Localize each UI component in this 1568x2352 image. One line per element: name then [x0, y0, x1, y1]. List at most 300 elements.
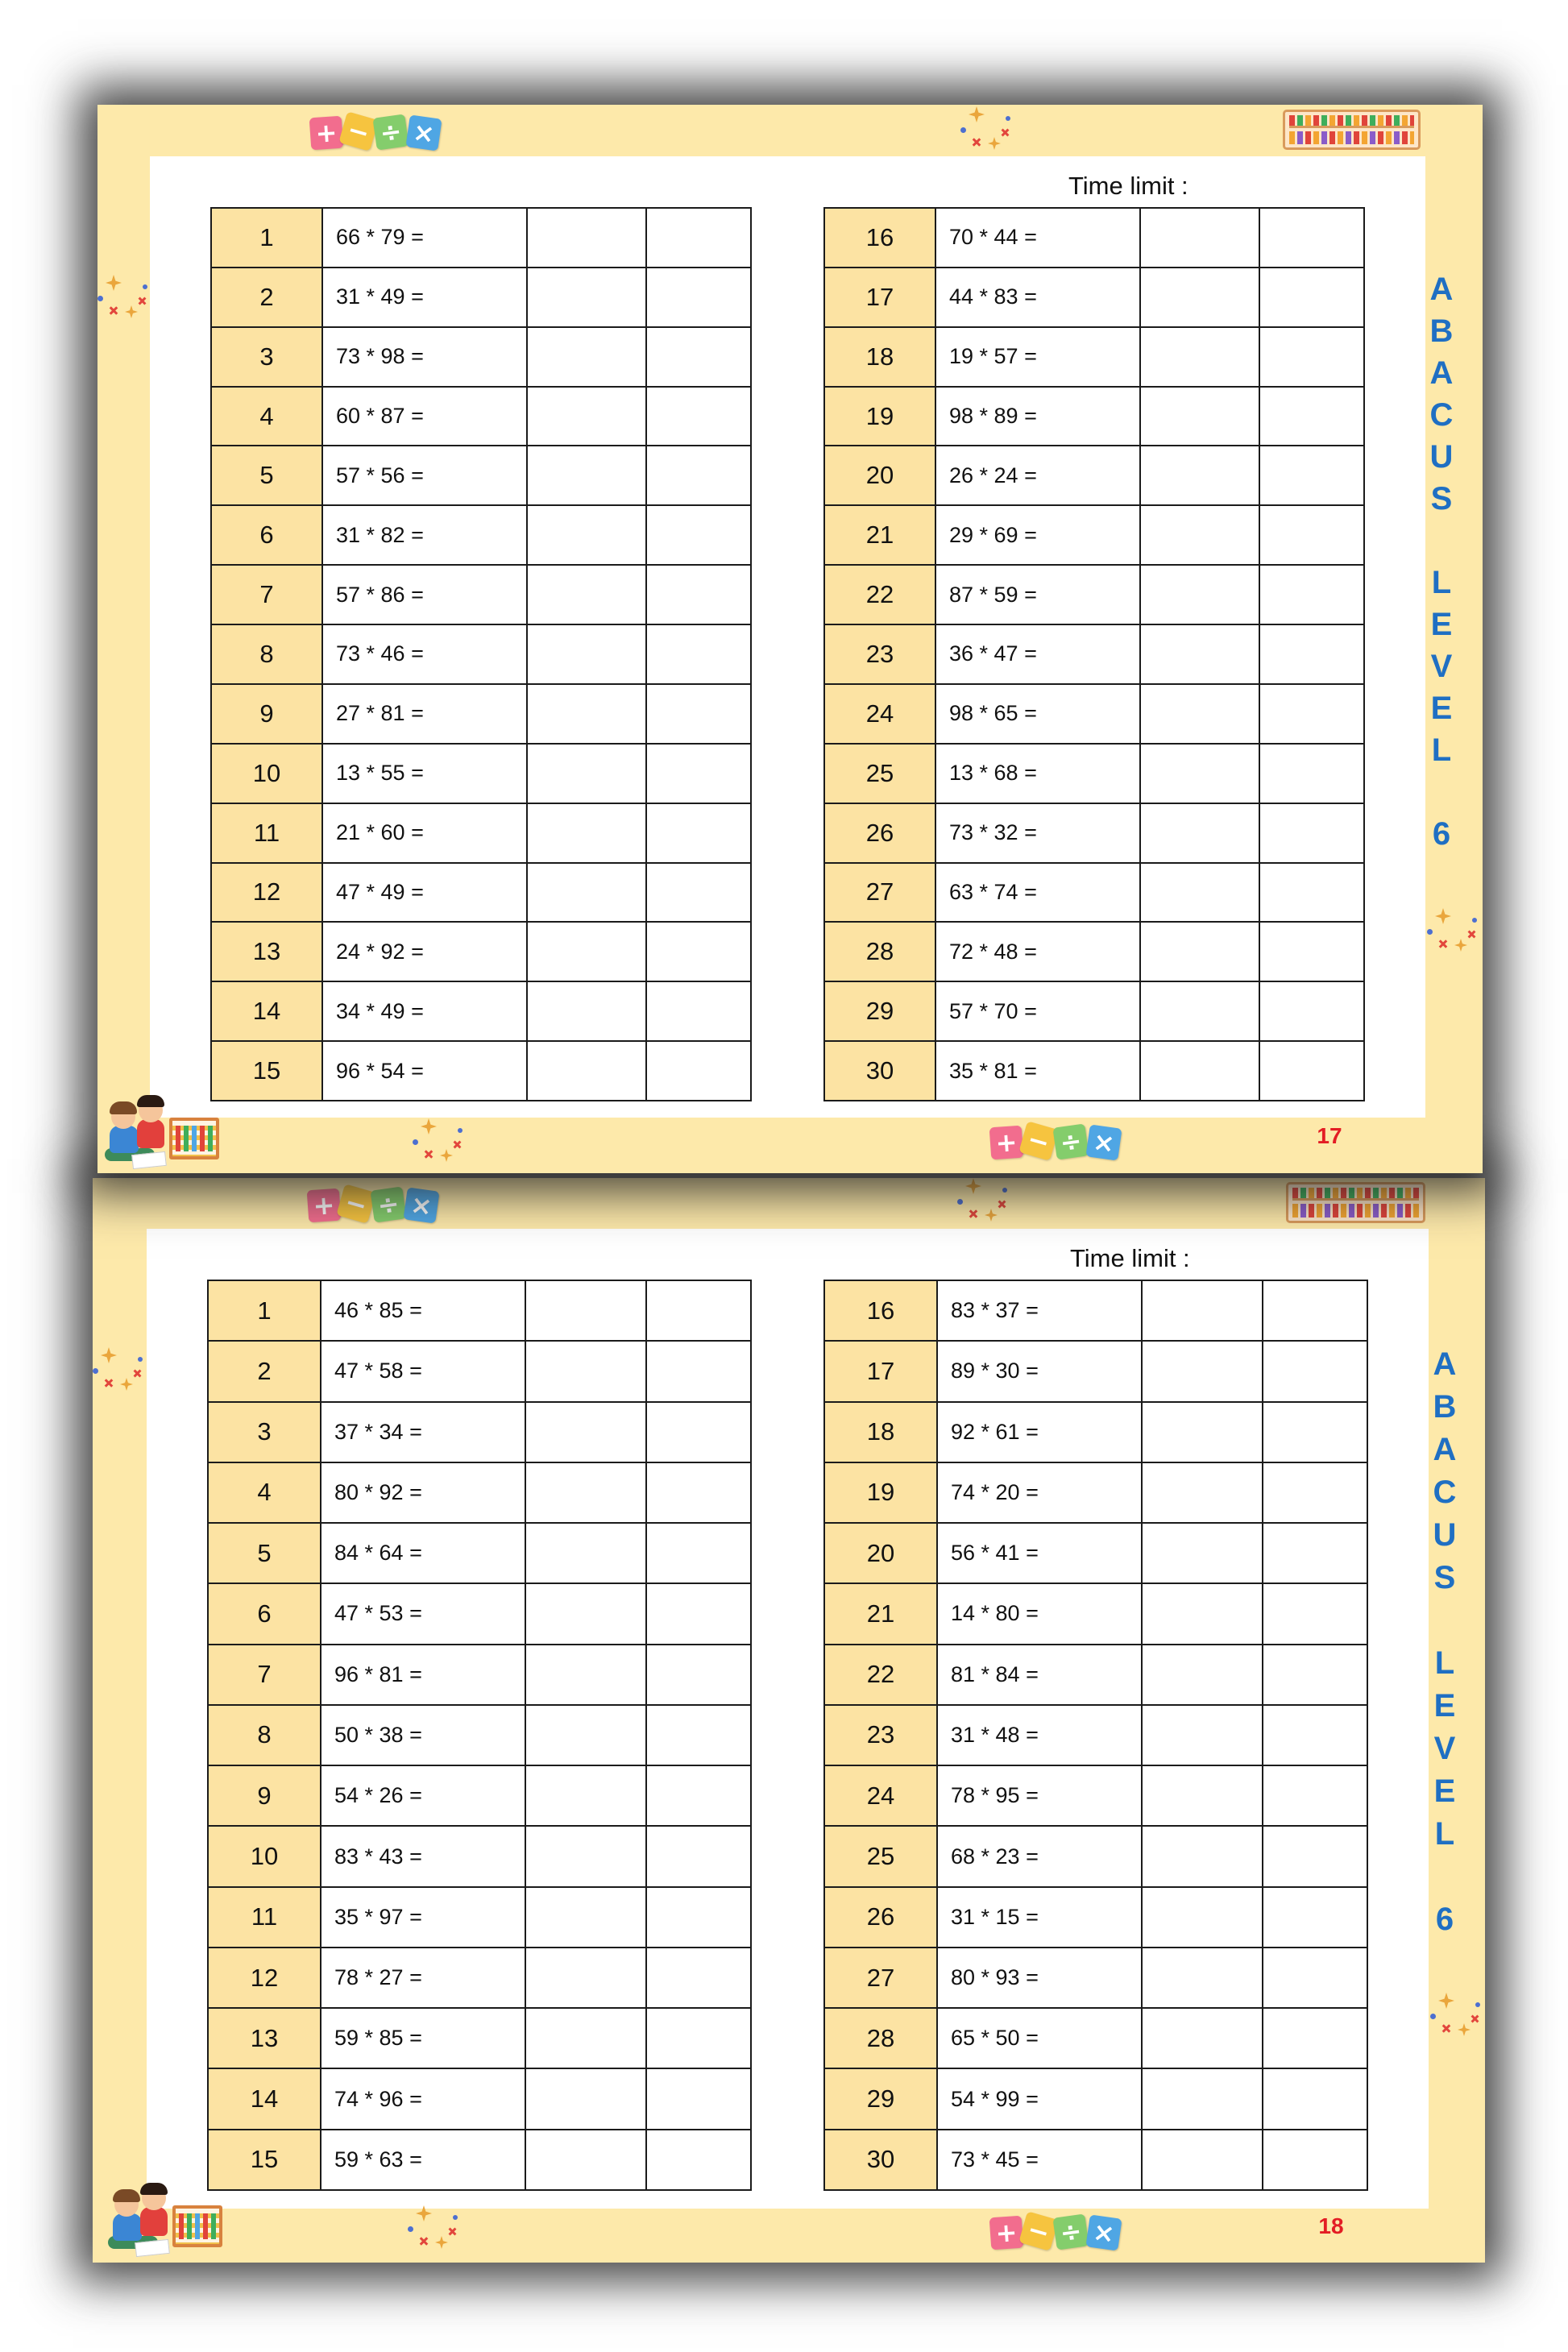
sparkle-stars-icon — [408, 2205, 459, 2250]
problem-number: 24 — [825, 685, 936, 745]
remark-cell — [1263, 1766, 1368, 1827]
star-icon — [120, 1378, 133, 1391]
star-icon — [125, 305, 138, 318]
divide-icon: ÷ — [372, 114, 409, 150]
kid-hair — [140, 2183, 168, 2195]
problem-question: 78 * 95 = — [938, 1766, 1143, 1827]
dot-icon — [1006, 116, 1010, 121]
problem-number: 5 — [212, 446, 323, 506]
problem-question: 96 * 54 = — [323, 1042, 528, 1101]
problem-number: 18 — [825, 1403, 938, 1463]
remark-cell — [1260, 388, 1365, 447]
operator-tiles-icon — [990, 1122, 1121, 1161]
problem-number: 13 — [209, 2009, 321, 2069]
problem-question: 80 * 92 = — [321, 1463, 526, 1524]
side-title-letter: L — [1431, 565, 1452, 600]
problem-question: 87 * 59 = — [936, 566, 1141, 625]
problem-number: 26 — [825, 1888, 938, 1948]
problem-number: 22 — [825, 566, 936, 625]
star-icon — [1438, 1993, 1454, 2009]
problem-question: 35 * 97 = — [321, 1888, 526, 1948]
remark-cell — [1263, 2069, 1368, 2130]
problem-number: 9 — [212, 685, 323, 745]
answer-cell — [526, 2130, 647, 2191]
remark-cell — [1263, 1706, 1368, 1766]
dot-icon — [957, 1199, 963, 1205]
answer-cell — [526, 1524, 647, 1584]
cross-icon — [109, 305, 118, 315]
problem-question: 54 * 26 = — [321, 1766, 526, 1827]
answer-cell — [528, 566, 647, 625]
minus-icon: − — [1018, 1121, 1058, 1160]
cross-icon — [998, 1199, 1006, 1208]
remark-cell — [1260, 566, 1365, 625]
sparkle-stars-icon — [957, 1178, 1009, 1223]
times-icon: × — [1085, 2214, 1122, 2250]
answer-cell — [1143, 1766, 1263, 1827]
side-title-letter: E — [1430, 607, 1453, 642]
star-icon — [1458, 2023, 1471, 2036]
star-icon — [969, 106, 985, 122]
minus-icon: − — [336, 1184, 375, 1223]
dot-icon — [1472, 918, 1477, 923]
problems-table-left — [210, 207, 752, 1101]
plus-icon: + — [989, 1126, 1024, 1160]
star-icon — [440, 1149, 453, 1162]
divide-icon: ÷ — [1052, 1123, 1089, 1159]
side-title-letter: B — [1429, 313, 1454, 349]
problem-question: 47 * 58 = — [321, 1342, 526, 1402]
remark-cell — [647, 864, 752, 923]
answer-cell — [1141, 625, 1260, 685]
remark-cell — [647, 1524, 752, 1584]
toy-abacus-icon — [172, 2205, 222, 2247]
answer-cell — [526, 1948, 647, 2009]
problem-question: 83 * 37 = — [938, 1281, 1143, 1342]
problem-question: 34 * 49 = — [323, 982, 528, 1042]
sparkle-stars-icon — [1430, 1993, 1482, 2038]
times-icon: × — [1085, 1124, 1122, 1160]
problem-number: 15 — [209, 2130, 321, 2191]
problem-question: 66 * 79 = — [323, 209, 528, 268]
remark-cell — [647, 1584, 752, 1645]
problem-question: 31 * 49 = — [323, 268, 528, 328]
answer-cell — [1141, 388, 1260, 447]
answer-cell — [528, 685, 647, 745]
cross-icon — [104, 1378, 114, 1388]
problem-question: 44 * 83 = — [936, 268, 1141, 328]
side-title-letter: A — [1433, 1346, 1457, 1382]
problem-number: 16 — [825, 1281, 938, 1342]
problem-question: 72 * 48 = — [936, 923, 1141, 982]
problem-question: 19 * 57 = — [936, 328, 1141, 388]
problem-question: 65 * 50 = — [938, 2009, 1143, 2069]
problems-table-left — [207, 1280, 752, 2191]
answer-cell — [528, 864, 647, 923]
problem-number: 7 — [212, 566, 323, 625]
problem-number: 27 — [825, 1948, 938, 2009]
side-title-letter: 6 — [1435, 1902, 1454, 1937]
problem-number: 24 — [825, 1766, 938, 1827]
times-icon: × — [405, 114, 442, 151]
remark-cell — [1260, 685, 1365, 745]
problem-question: 73 * 98 = — [323, 328, 528, 388]
problem-question: 73 * 46 = — [323, 625, 528, 685]
problem-number: 15 — [212, 1042, 323, 1101]
problem-number: 30 — [825, 2130, 938, 2191]
remark-cell — [647, 625, 752, 685]
problem-number: 4 — [212, 388, 323, 447]
problem-question: 73 * 45 = — [938, 2130, 1143, 2191]
problem-number: 30 — [825, 1042, 936, 1101]
page-number: 17 — [1317, 1123, 1342, 1148]
answer-cell — [1141, 1042, 1260, 1101]
answer-cell — [1143, 2069, 1263, 2130]
answer-cell — [528, 506, 647, 566]
sparkle-stars-icon — [413, 1118, 464, 1164]
problems-table-right — [823, 1280, 1368, 2191]
problems-table-right — [823, 207, 1365, 1101]
answer-cell — [1143, 2009, 1263, 2069]
problem-number: 10 — [212, 745, 323, 804]
dot-icon — [1475, 2002, 1480, 2007]
problem-question: 54 * 99 = — [938, 2069, 1143, 2130]
answer-cell — [1141, 864, 1260, 923]
problem-question: 56 * 41 = — [938, 1524, 1143, 1584]
problem-question: 81 * 84 = — [938, 1645, 1143, 1706]
remark-cell — [647, 268, 752, 328]
problem-question: 57 * 86 = — [323, 566, 528, 625]
remark-cell — [1263, 1403, 1368, 1463]
kid-hair — [110, 1101, 137, 1114]
problem-number: 16 — [825, 209, 936, 268]
kids-with-abacus-icon — [108, 2183, 225, 2258]
answer-cell — [528, 625, 647, 685]
operator-tiles-icon — [990, 2213, 1121, 2251]
problem-number: 14 — [209, 2069, 321, 2130]
problem-number: 19 — [825, 1463, 938, 1524]
cross-icon — [1467, 929, 1476, 938]
remark-cell — [1260, 625, 1365, 685]
side-title-letter: S — [1433, 1560, 1456, 1595]
cross-icon — [424, 1149, 433, 1159]
problem-number: 17 — [825, 1342, 938, 1402]
answer-cell — [528, 982, 647, 1042]
operator-tiles-icon — [308, 1185, 438, 1224]
problem-number: 14 — [212, 982, 323, 1042]
minus-icon: − — [1018, 2211, 1058, 2250]
dot-icon — [138, 1357, 143, 1362]
remark-cell — [647, 2069, 752, 2130]
problem-question: 13 * 55 = — [323, 745, 528, 804]
side-title-letter: S — [1430, 481, 1453, 516]
cross-icon — [453, 1139, 462, 1148]
time-limit-label: Time limit : — [1070, 1244, 1190, 1272]
star-icon — [421, 1118, 437, 1135]
answer-cell — [526, 1766, 647, 1827]
sparkle-stars-icon — [1427, 908, 1479, 953]
kid-body — [137, 1119, 164, 1148]
star-icon — [101, 1347, 117, 1363]
problem-number: 28 — [825, 923, 936, 982]
side-title — [1423, 268, 1460, 855]
problem-number: 26 — [825, 804, 936, 864]
answer-cell — [1143, 1888, 1263, 1948]
plus-icon: + — [309, 116, 344, 151]
problem-question: 84 * 64 = — [321, 1524, 526, 1584]
remark-cell — [1263, 1948, 1368, 2009]
remark-cell — [647, 685, 752, 745]
remark-cell — [1260, 745, 1365, 804]
side-title — [1426, 1343, 1463, 1941]
problem-number: 11 — [212, 804, 323, 864]
kid-hair — [113, 2189, 140, 2202]
remark-cell — [1263, 1827, 1368, 1887]
answer-cell — [1141, 685, 1260, 745]
answer-cell — [526, 1584, 647, 1645]
problem-question: 98 * 65 = — [936, 685, 1141, 745]
problem-question: 24 * 92 = — [323, 923, 528, 982]
side-title-letter: B — [1433, 1389, 1457, 1425]
star-icon — [416, 2205, 432, 2221]
side-title-letter: L — [1431, 732, 1452, 768]
kid-body — [140, 2207, 168, 2236]
cross-icon — [1001, 127, 1010, 136]
dot-icon — [1427, 929, 1433, 935]
remark-cell — [647, 566, 752, 625]
sparkle-stars-icon — [93, 1347, 144, 1392]
remark-cell — [1263, 1463, 1368, 1524]
answer-cell — [526, 1827, 647, 1887]
answer-cell — [1143, 1827, 1263, 1887]
problem-question: 50 * 38 = — [321, 1706, 526, 1766]
remark-cell — [1260, 804, 1365, 864]
problem-number: 12 — [209, 1948, 321, 2009]
problem-number: 5 — [209, 1524, 321, 1584]
answer-cell — [1143, 1524, 1263, 1584]
answer-cell — [526, 2009, 647, 2069]
dot-icon — [413, 1139, 418, 1145]
problem-number: 25 — [825, 745, 936, 804]
problem-number: 9 — [209, 1766, 321, 1827]
paper-icon — [135, 2239, 170, 2257]
remark-cell — [647, 2009, 752, 2069]
dot-icon — [1002, 1188, 1007, 1193]
answer-cell — [1141, 566, 1260, 625]
problem-number: 23 — [825, 625, 936, 685]
problem-number: 4 — [209, 1463, 321, 1524]
problem-question: 57 * 56 = — [323, 446, 528, 506]
star-icon — [985, 1209, 998, 1222]
answer-cell — [528, 446, 647, 506]
answer-cell — [526, 2069, 647, 2130]
worksheet-page — [97, 105, 1483, 1173]
problem-number: 20 — [825, 446, 936, 506]
problem-number: 18 — [825, 328, 936, 388]
problem-question: 74 * 96 = — [321, 2069, 526, 2130]
answer-cell — [528, 268, 647, 328]
remark-cell — [1260, 328, 1365, 388]
side-title-letter: L — [1434, 1816, 1455, 1852]
problem-number: 21 — [825, 506, 936, 566]
divide-icon: ÷ — [370, 1186, 406, 1222]
problem-question: 27 * 81 = — [323, 685, 528, 745]
problem-question: 60 * 87 = — [323, 388, 528, 447]
answer-cell — [1141, 446, 1260, 506]
dot-icon — [1430, 2014, 1436, 2019]
side-title-letter: 6 — [1432, 816, 1451, 852]
problem-question: 73 * 32 = — [936, 804, 1141, 864]
dot-icon — [408, 2226, 413, 2232]
problem-number: 27 — [825, 864, 936, 923]
answer-cell — [526, 1888, 647, 1948]
sparkle-stars-icon — [97, 275, 149, 320]
problem-question: 35 * 81 = — [936, 1042, 1141, 1101]
problem-number: 19 — [825, 388, 936, 447]
problem-number: 12 — [212, 864, 323, 923]
problem-number: 11 — [209, 1888, 321, 1948]
answer-cell — [1143, 1584, 1263, 1645]
remark-cell — [1263, 1645, 1368, 1706]
answer-cell — [1143, 1403, 1263, 1463]
answer-cell — [526, 1342, 647, 1402]
star-icon — [1454, 939, 1467, 952]
remark-cell — [647, 982, 752, 1042]
answer-cell — [1143, 1342, 1263, 1402]
paper-icon — [131, 1151, 167, 1169]
remark-cell — [1260, 506, 1365, 566]
cross-icon — [419, 2236, 429, 2246]
problem-number: 1 — [212, 209, 323, 268]
remark-cell — [647, 1342, 752, 1402]
dot-icon — [960, 127, 966, 133]
answer-cell — [1141, 268, 1260, 328]
problem-question: 83 * 43 = — [321, 1827, 526, 1887]
operator-tiles-icon — [310, 113, 441, 151]
side-title-letter: V — [1430, 649, 1453, 684]
problem-question: 14 * 80 = — [938, 1584, 1143, 1645]
side-title-letter: U — [1433, 1517, 1457, 1553]
remark-cell — [647, 1766, 752, 1827]
answer-cell — [1141, 982, 1260, 1042]
remark-cell — [1263, 2009, 1368, 2069]
problem-number: 6 — [212, 506, 323, 566]
remark-cell — [1260, 446, 1365, 506]
divide-icon: ÷ — [1052, 2213, 1089, 2250]
dot-icon — [143, 284, 147, 289]
star-icon — [106, 275, 122, 291]
abacus-icon — [1283, 110, 1421, 150]
times-icon: × — [403, 1187, 439, 1223]
side-title-letter: E — [1433, 1773, 1456, 1809]
dot-icon — [458, 1128, 463, 1133]
problem-number: 13 — [212, 923, 323, 982]
answer-cell — [528, 745, 647, 804]
problem-number: 8 — [212, 625, 323, 685]
answer-cell — [526, 1645, 647, 1706]
problem-number: 7 — [209, 1645, 321, 1706]
star-icon — [965, 1178, 981, 1194]
problem-question: 47 * 53 = — [321, 1584, 526, 1645]
problem-question: 80 * 93 = — [938, 1948, 1143, 2009]
answer-cell — [528, 1042, 647, 1101]
remark-cell — [1263, 1342, 1368, 1402]
remark-cell — [647, 1706, 752, 1766]
problem-question: 31 * 82 = — [323, 506, 528, 566]
cross-icon — [1471, 2014, 1479, 2022]
remark-cell — [647, 2130, 752, 2191]
cross-icon — [972, 137, 981, 147]
answer-cell — [528, 328, 647, 388]
problem-question: 31 * 48 = — [938, 1706, 1143, 1766]
answer-cell — [1141, 804, 1260, 864]
remark-cell — [647, 1827, 752, 1887]
remark-cell — [647, 1948, 752, 2009]
cross-icon — [969, 1209, 978, 1218]
problem-number: 22 — [825, 1645, 938, 1706]
dot-icon — [97, 296, 103, 301]
remark-cell — [647, 1645, 752, 1706]
problem-question: 37 * 34 = — [321, 1403, 526, 1463]
answer-cell — [1143, 1706, 1263, 1766]
remark-cell — [647, 923, 752, 982]
problem-number: 25 — [825, 1827, 938, 1887]
remark-cell — [647, 446, 752, 506]
dot-icon — [93, 1368, 98, 1374]
side-title-letter: U — [1429, 439, 1454, 475]
toy-abacus-icon — [169, 1118, 219, 1159]
answer-cell — [1143, 2130, 1263, 2191]
answer-cell — [526, 1706, 647, 1766]
remark-cell — [1263, 2130, 1368, 2191]
remark-cell — [647, 209, 752, 268]
remark-cell — [1260, 923, 1365, 982]
dot-icon — [453, 2215, 458, 2220]
problem-question: 47 * 49 = — [323, 864, 528, 923]
problem-question: 46 * 85 = — [321, 1281, 526, 1342]
side-title-letter: L — [1434, 1645, 1455, 1681]
star-icon — [435, 2236, 448, 2249]
side-title-letter: C — [1433, 1475, 1457, 1510]
remark-cell — [1260, 268, 1365, 328]
kid-body — [113, 2213, 142, 2241]
problem-question: 92 * 61 = — [938, 1403, 1143, 1463]
problem-number: 3 — [212, 328, 323, 388]
problem-number: 21 — [825, 1584, 938, 1645]
kid-hair — [137, 1095, 164, 1107]
star-icon — [1435, 908, 1451, 924]
cross-icon — [448, 2226, 457, 2235]
answer-cell — [526, 1463, 647, 1524]
answer-cell — [528, 388, 647, 447]
plus-icon: + — [307, 1188, 342, 1223]
problem-number: 29 — [825, 982, 936, 1042]
problem-question: 89 * 30 = — [938, 1342, 1143, 1402]
problem-question: 31 * 15 = — [938, 1888, 1143, 1948]
remark-cell — [647, 745, 752, 804]
remark-cell — [647, 1888, 752, 1948]
sparkle-stars-icon — [960, 106, 1012, 151]
side-title-letter: A — [1429, 355, 1454, 391]
remark-cell — [647, 1403, 752, 1463]
answer-cell — [1141, 328, 1260, 388]
remark-cell — [647, 1463, 752, 1524]
problem-number: 2 — [212, 268, 323, 328]
problem-number: 6 — [209, 1584, 321, 1645]
remark-cell — [1260, 1042, 1365, 1101]
answer-cell — [1141, 745, 1260, 804]
problem-question: 59 * 63 = — [321, 2130, 526, 2191]
